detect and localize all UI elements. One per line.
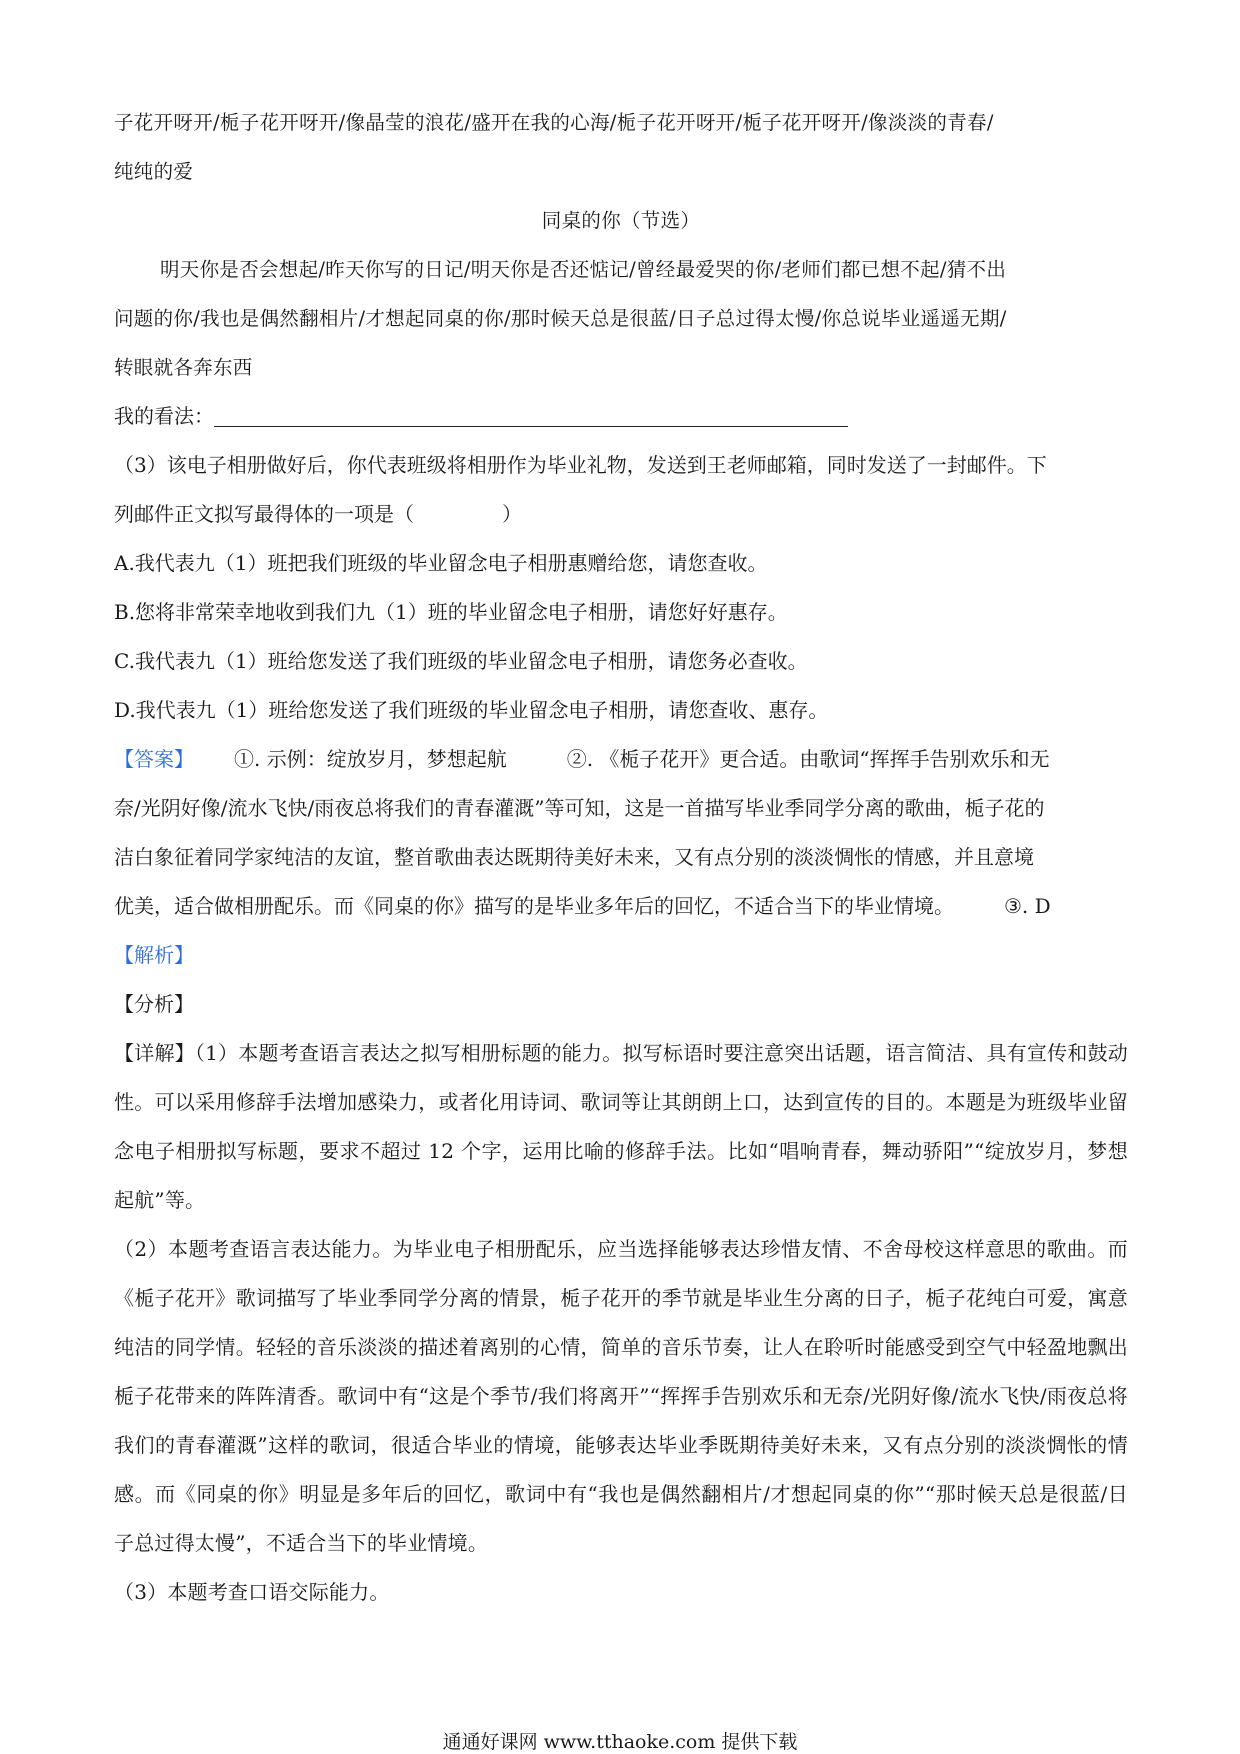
lyric-line: 子花开呀开/栀子花开呀开/像晶莹的浪花/盛开在我的心海/栀子花开呀开/栀子花开呀开/像淡淡的青春/ [114, 111, 994, 134]
option-d: D.我代表九（1）班给您发送了我们班级的毕业留念电子相册，请您查收、惠存。 [114, 698, 829, 722]
fenxi-tag: 【分析】 [114, 992, 194, 1016]
detail-paragraph-2: （2）本题考查语言表达能力。为毕业电子相册配乐，应当选择能够表达珍惜友情、不舍母校这样意思的歌曲。而《栀子花开》歌词描写了毕业季同学分离的情景，栀子花开的季节就是毕业生分离的日子，栀子花纯白可爱，寓意纯洁的同学情。轻轻的音乐淡淡的描述着离别的心情，简单的音乐节奏，让人在聆听时能感受到空气中轻盈地飘出栀子花带来的阵阵清香。歌词中有“这是个季节/我们将离开”“挥挥手告别欢乐和无奈/光阴好像/流水飞快/雨夜总将我们的青春灌溉”这样的歌词，很适合毕业的情境，能够表达毕业季既期待美好未来，又有点分别的淡淡惆怅的情感。而《同桌的你》明显是多年后的回忆，歌词中有“我也是偶然翻相片/才想起同桌的你”“那时候天总是很蓝/日子总过得太慢”，不适合当下的毕业情境。 [114, 1237, 1128, 1555]
song-title: 同桌的你（节选） [541, 209, 701, 232]
question-stem-close: ） [502, 502, 522, 526]
answer-part1: ①. 示例：绽放岁月，梦想起航 [234, 747, 507, 771]
answer-line [114, 735, 1128, 784]
lyric-line: 明天你是否会想起/昨天你写的日记/明天你是否还惦记/曾经最爱哭的你/老师们都已想不起/猜不出 [160, 258, 1007, 281]
question-stem: （3）该电子相册做好后，你代表班级将相册作为毕业礼物，发送到王老师邮箱，同时发送了一封邮件。下 [114, 453, 1047, 477]
lyric-line: 纯纯的爱 [114, 160, 194, 183]
question-stem [114, 490, 1128, 539]
lyric-line: 转眼就各奔东西 [114, 356, 253, 379]
detail-paragraph-1: 【详解】（1）本题考查语言表达之拟写相册标题的能力。拟写标语时要注意突出话题，语言简洁、具有宣传和鼓动性。可以采用修辞手法增加感染力，或者化用诗词、歌词等让其朗朗上口，达到宣传的目的。本题是为班级毕业留念电子相册拟写标题，要求不超过 12 个字，运用比喻的修辞手法。比如“唱响青春，舞动骄阳”“绽放岁月，梦想起航”等。 [114, 1041, 1128, 1212]
analysis-tag: 【解析】 [114, 943, 194, 967]
answer-part2: ②. 《栀子花开》更合适。由歌词“挥挥手告别欢乐和无 [566, 747, 1050, 771]
answer-part3: ③. D [1004, 894, 1051, 918]
lyric-line: 问题的你/我也是偶然翻相片/才想起同桌的你/那时候天总是很蓝/日子总过得太慢/你总说毕业遥遥无期/ [114, 307, 1007, 330]
option-b: B.您将非常荣幸地收到我们九（1）班的毕业留念电子相册，请您好好惠存。 [114, 600, 788, 624]
option-c: C.我代表九（1）班给您发送了我们班级的毕业留念电子相册，请您务必查收。 [114, 649, 808, 673]
answer-tag: 【答案】 [114, 747, 194, 771]
opinion-label: 我的看法： [114, 404, 214, 428]
detail-paragraph-3: （3）本题考查口语交际能力。 [114, 1580, 390, 1604]
opinion-row [114, 392, 1128, 441]
option-a: A.我代表九（1）班把我们班级的毕业留念电子相册惠赠给您，请您查收。 [114, 551, 768, 575]
document-page [114, 98, 1128, 1617]
page-footer: 通通好课网 www.tthaoke.com 提供下载 [442, 1731, 798, 1753]
answer-line [114, 882, 1128, 931]
opinion-blank [214, 402, 848, 427]
answer-line: 洁白象征着同学家纯洁的友谊，整首歌曲表达既期待美好未来，又有点分别的淡淡惆怅的情感，并且意境 [114, 845, 1034, 869]
question-stem-text: 列邮件正文拟写最得体的一项是（ [114, 502, 414, 526]
answer-last-line: 优美，适合做相册配乐。而《同桌的你》描写的是毕业多年后的回忆，不适合当下的毕业情境。 [114, 894, 954, 918]
answer-line: 奈/光阴好像/流水飞快/雨夜总将我们的青春灌溉”等可知，这是一首描写毕业季同学分离的歌曲，栀子花的 [114, 796, 1045, 820]
